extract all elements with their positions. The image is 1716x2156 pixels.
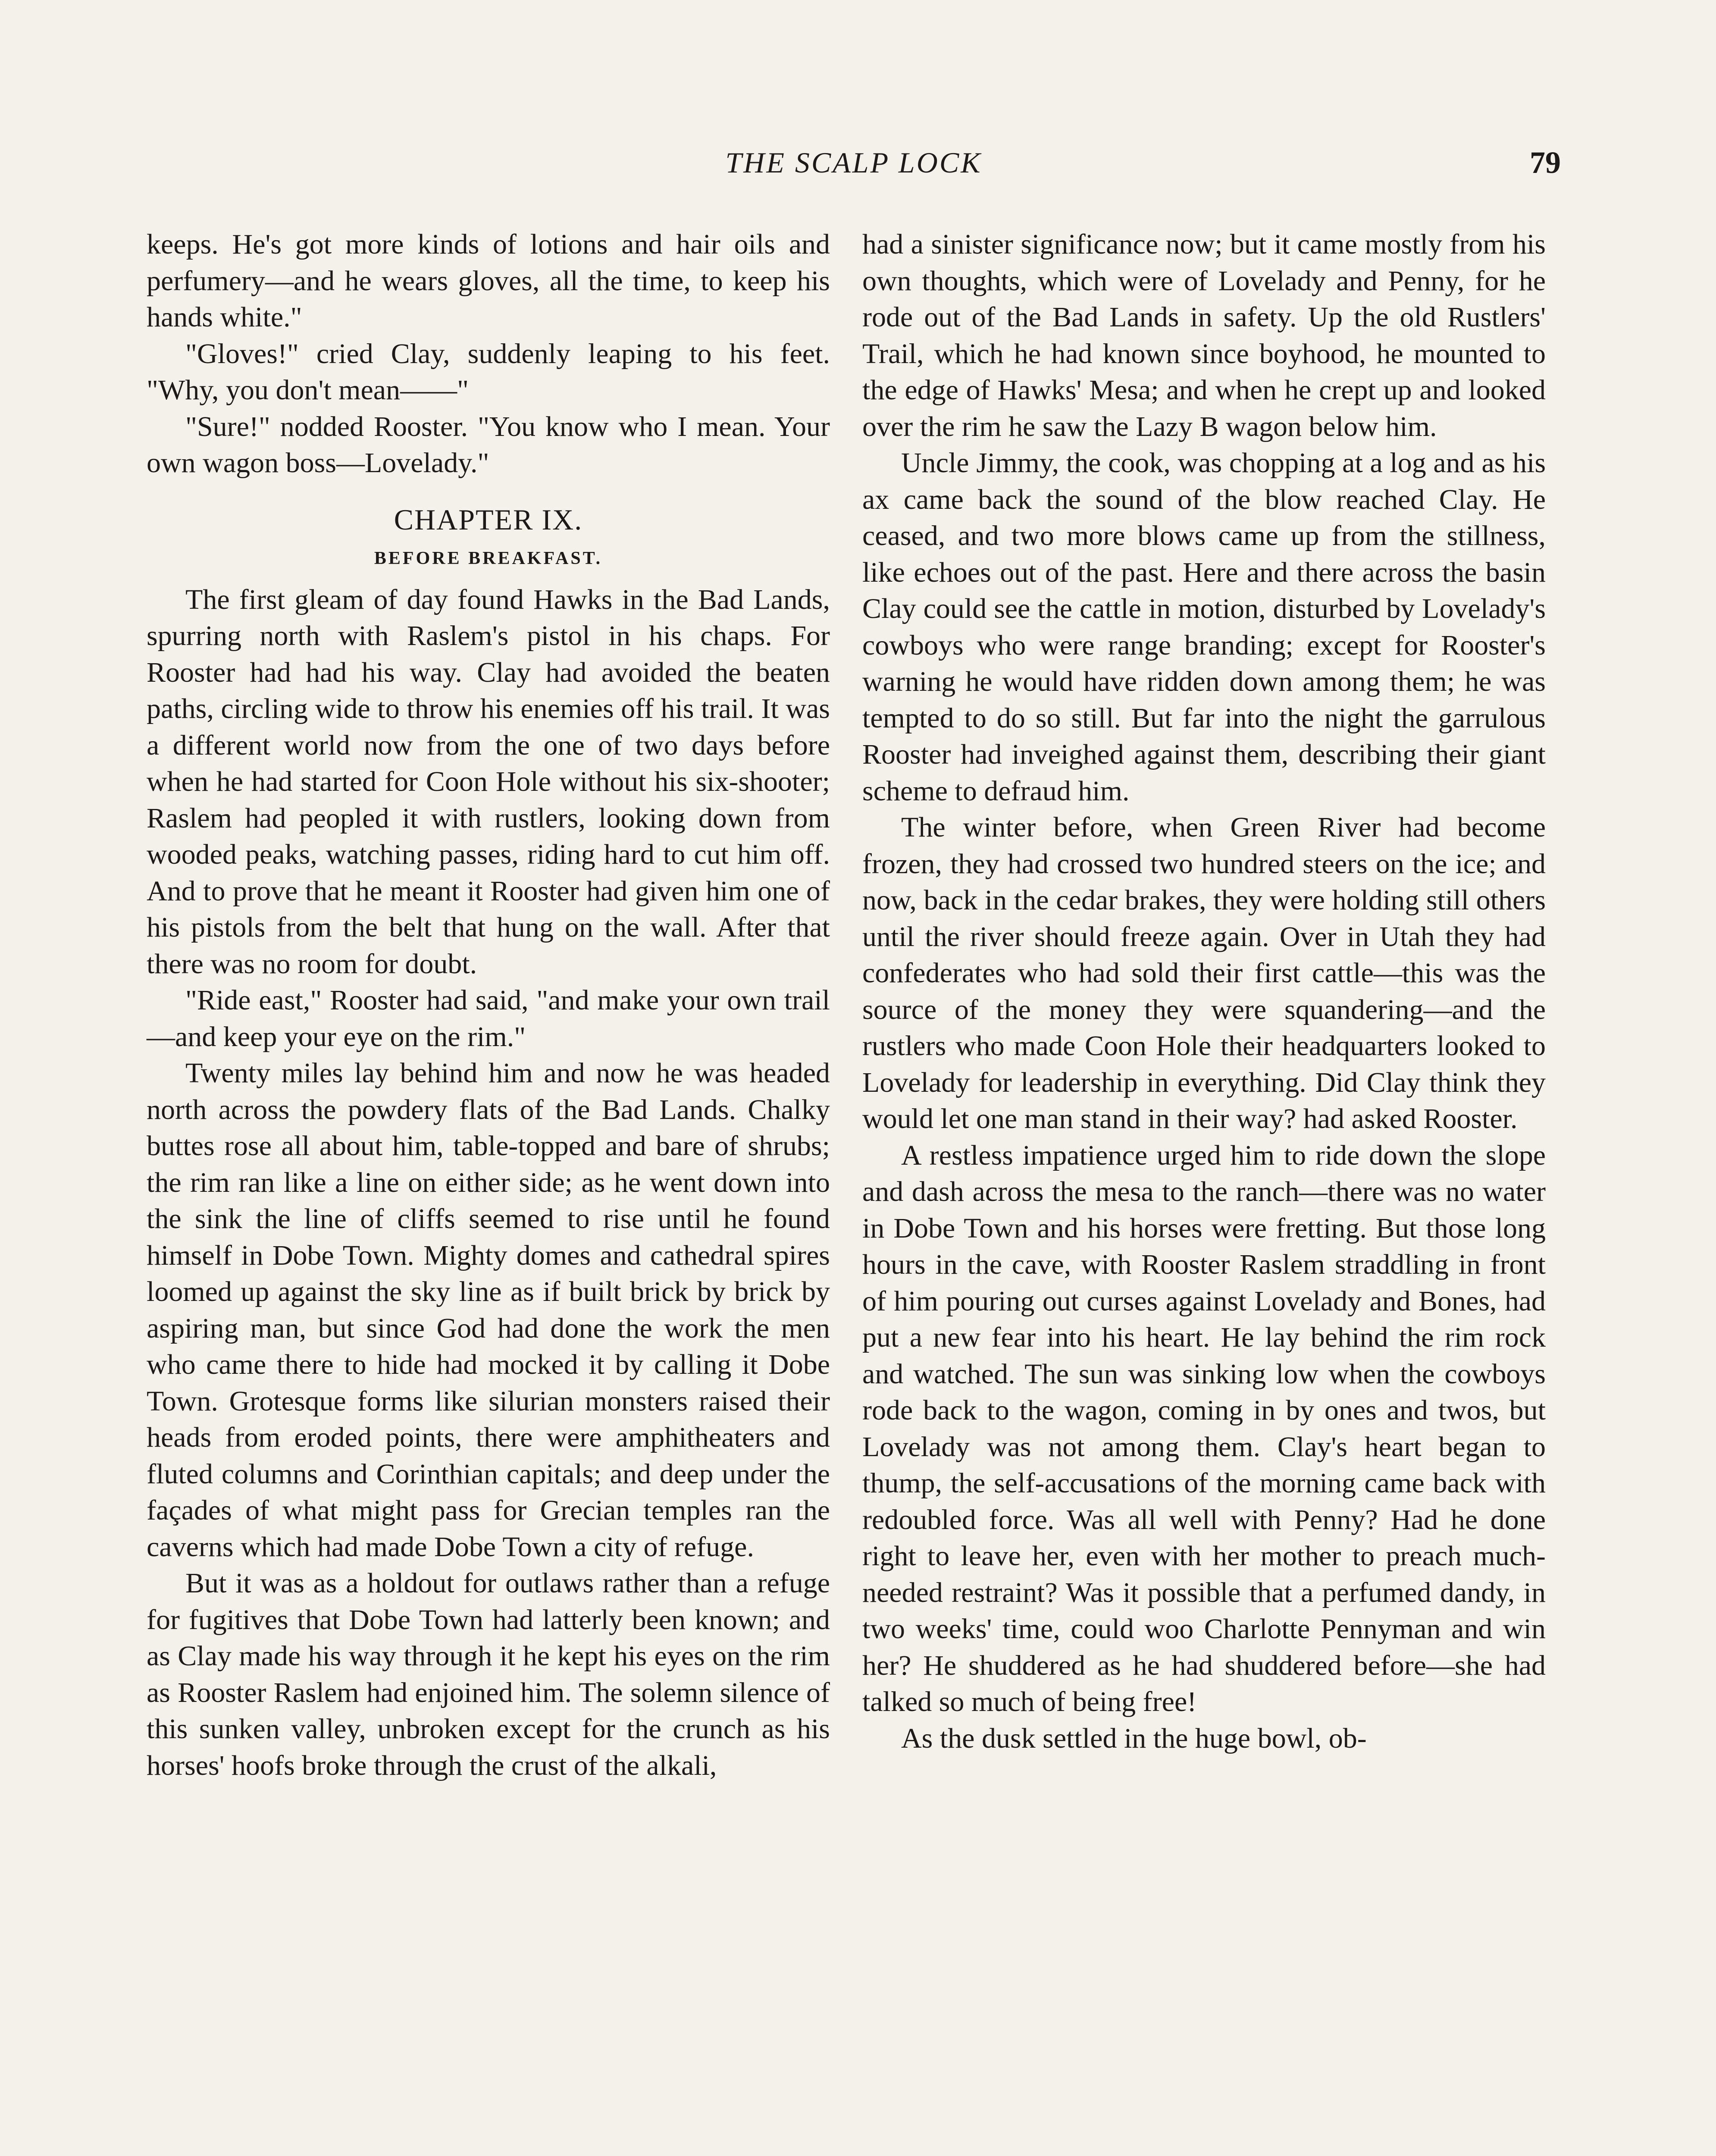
page-number: 79	[1530, 145, 1561, 180]
paragraph: had a sinister significance now; but it came mostly from his own thoughts, which were of Lovelady and Penny, for he rode out of the Bad Lands in safety. Up the old Rustlers' Trail, which he had known since boyhood, he mounted to the edge of Hawks' Mesa; and when he crept up and looked over the rim he saw the Lazy B wagon below him.	[862, 229, 1546, 442]
right-column	[862, 226, 1546, 1757]
paragraph: "Ride east," Rooster had said, "and make your own trail—and keep your eye on the rim."	[147, 984, 830, 1053]
paragraph: As the dusk settled in the huge bowl, ob-	[901, 1722, 1367, 1754]
chapter-subtitle: BEFORE BREAKFAST.	[374, 548, 603, 568]
paragraph: Twenty miles lay behind him and now he was headed north across the powdery flats of the Bad Lands. Chalky buttes rose all about him, table-topped and bare of shrubs; the rim ran like a line on either side; as he went down into the sink the line of cliffs seemed to rise until he found himself in Dobe Town. Mighty domes and cathedral spires loomed up against the sky line as if built brick by brick by aspiring man, but since God had done the work the men who came there to hide had mocked it by calling it Dobe Town. Grotesque forms like silurian monsters raised their heads from eroded points, there were amphitheaters and fluted columns and Corinthian capitals; and deep under the façades of what might pass for Grecian temples ran the caverns which had made Dobe Town a city of refuge.	[147, 1057, 830, 1563]
paragraph: A restless impatience urged him to ride down the slope and dash across the mesa to the ranch—there was no water in Dobe Town and his horses were fretting. But those long hours in the cave, with Rooster Raslem straddling in front of him pouring out curses against Lovelady and Bones, had put a new fear into his heart. He lay behind the rim rock and watched. The sun was sinking low when the cowboys rode back to the wagon, coming in by ones and twos, but Lovelady was not among them. Clay's heart began to thump, the self-accusations of the morning came back with redoubled force. Was all well with Penny? Had he done right to leave her, even with her mother to preach much-needed restraint? Was it possible that a perfumed dandy, in two weeks' time, could woo Charlotte Pennyman and win her? He shuddered as he had shuddered before—she had talked so much of being free!	[862, 1139, 1546, 1717]
paragraph: "Sure!" nodded Rooster. "You know who I mean. Your own wagon boss—Lovelady."	[147, 411, 830, 479]
paragraph: The winter before, when Green River had become frozen, they had crossed two hundred steers on the ice; and now, back in the cedar brakes, they were holding still others until the river should freeze again. Over in Utah they had confederates who had sold their first cattle—this was the source of the money they were squandering—and the rustlers who made Coon Hole their headquarters looked to Lovelady for leadership in everything. Did Clay think they would let one man stand in their way? had asked Rooster.	[862, 812, 1546, 1134]
chapter-heading: CHAPTER IX.	[394, 503, 583, 536]
running-head-title: THE SCALP LOCK	[725, 146, 982, 179]
paragraph: "Gloves!" cried Clay, suddenly leaping to his feet. "Why, you don't mean——"	[147, 338, 830, 406]
left-column	[147, 226, 830, 1784]
paragraph: Uncle Jimmy, the cook, was chopping at a log and as his ax came back the sound of the blow reached Clay. He ceased, and two more blows came up from the stillness, like echoes out of the past. Here and there across the basin Clay could see the cattle in motion, disturbed by Lovelady's cowboys who were range branding; except for Rooster's warning he would have ridden down among them; he was tempted to do so still. But far into the night the garrulous Rooster had inveighed against them, describing their giant scheme to defraud him.	[862, 447, 1546, 807]
paragraph: keeps. He's got more kinds of lotions and hair oils and perfumery—and he wears gloves, all the time, to keep his hands white."	[147, 229, 830, 333]
paragraph: But it was as a holdout for outlaws rather than a refuge for fugitives that Dobe Town had latterly been known; and as Clay made his way through it he kept his eyes on the rim as Rooster Raslem had enjoined him. The solemn silence of this sunken valley, unbroken except for the crunch as his horses' hoofs broke through the crust of the alkali,	[147, 1567, 830, 1781]
paragraph: The first gleam of day found Hawks in the Bad Lands, spurring north with Raslem's pistol in his chaps. For Rooster had had his way. Clay had avoided the beaten paths, circling wide to throw his enemies off his trail. It was a different world now from the one of two days before when he had started for Coon Hole without his six-shooter; Raslem had peopled it with rustlers, looking down from wooded peaks, watching passes, riding hard to cut him off. And to prove that he meant it Rooster had given him one of his pistols from the belt that hung on the wall. After that there was no room for doubt.	[147, 583, 830, 980]
